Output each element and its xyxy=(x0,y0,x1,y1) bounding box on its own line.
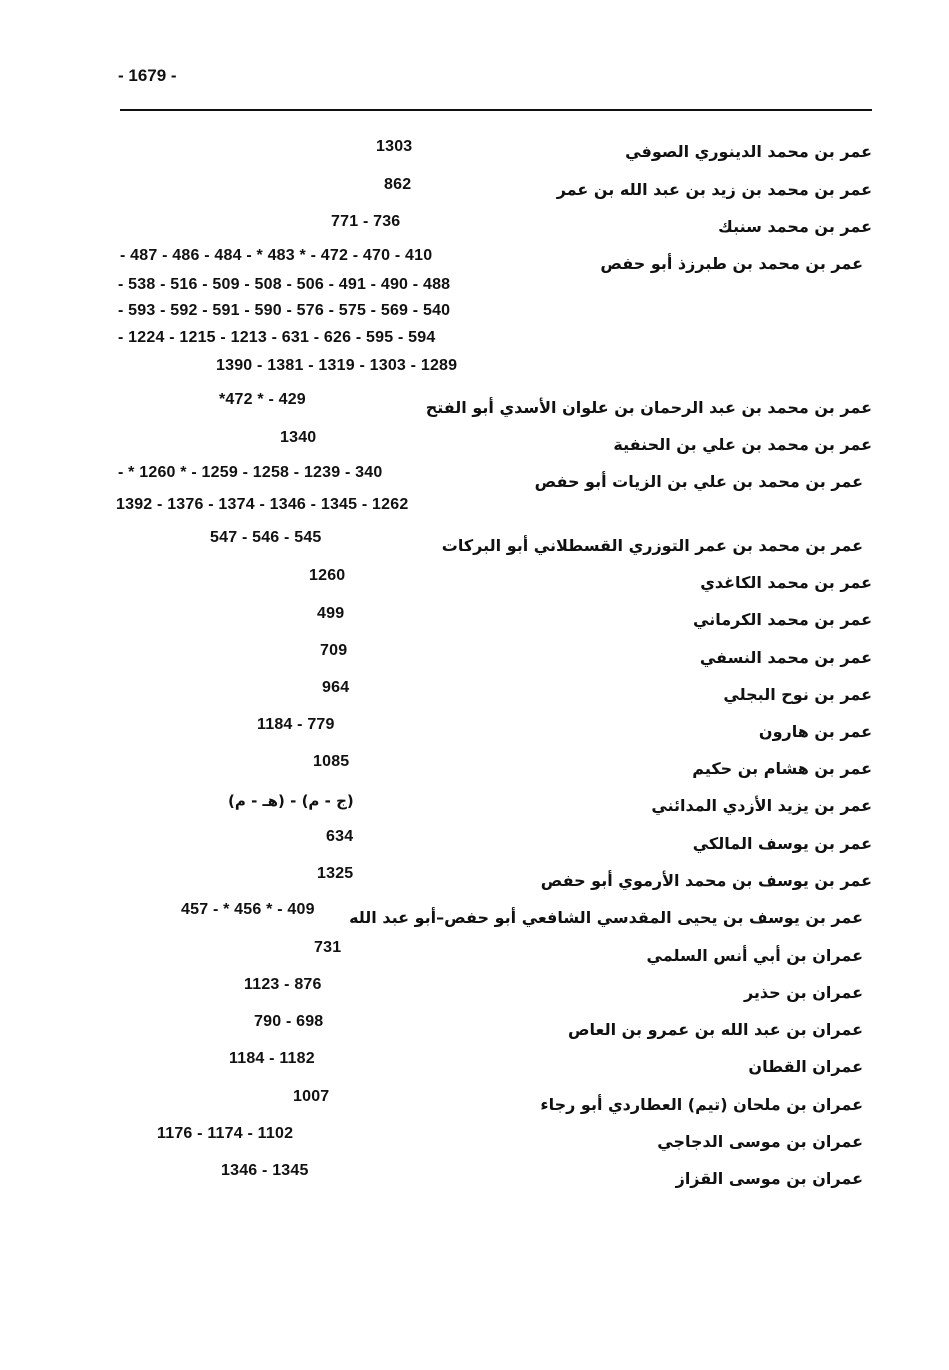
entry-refs: 1176 - 1174 - 1102 xyxy=(157,1125,294,1142)
entry-refs: 634 xyxy=(326,828,354,845)
entry-refs: 1260 xyxy=(309,567,346,584)
entry-refs: - 487 - 486 - 484 - * 483 * - 472 - 470 - 410 xyxy=(120,247,433,264)
entry-refs: 1346 - 1345 xyxy=(221,1162,309,1179)
entry-name: عمران بن موسى الدجاجي xyxy=(657,1132,863,1151)
entry-refs: 709 xyxy=(320,642,348,659)
entry-name: عمر بن محمد الكرماني xyxy=(693,610,872,629)
entry-name: عمر بن محمد الكاغدي xyxy=(700,573,872,592)
entry-refs: *472 * - 429 xyxy=(219,391,306,408)
entry-refs: 771 - 736 xyxy=(331,213,401,230)
entry-refs: - 593 - 592 - 591 - 590 - 576 - 575 - 569 - 540 xyxy=(118,302,451,319)
entry-refs: 964 xyxy=(322,679,350,696)
entry-refs: 1390 - 1381 - 1319 - 1303 - 1289 xyxy=(216,357,458,374)
entry-refs: 457 - * 456 * - 409 xyxy=(181,901,315,918)
entry-name: عمر بن محمد الدينوري الصوفي xyxy=(625,142,872,161)
entry-refs: (ج - م) - (هـ - م) xyxy=(228,792,354,810)
entry-name: عمر بن محمد سنبك xyxy=(718,217,872,236)
entry-name: عمران بن أبي أنس السلمي xyxy=(646,946,863,965)
entry-refs: - * 1260 * - 1259 - 1258 - 1239 - 340 xyxy=(118,464,383,481)
entry-name: عمر بن محمد بن عمر التوزري القسطلاني أبو البركات xyxy=(441,536,863,555)
entry-name: عمر بن يزيد الأزدي المدائني xyxy=(651,796,872,815)
entry-name: عمران القطان xyxy=(748,1057,863,1076)
entry-refs: - 1224 - 1215 - 1213 - 631 - 626 - 595 - 594 xyxy=(118,329,436,346)
header-rule xyxy=(120,109,872,111)
entry-name: عمر بن يوسف بن يحيى المقدسي الشافعي أبو حفص–أبو عبد الله xyxy=(349,908,863,927)
entry-name: عمران بن ملحان (تيم) العطاردي أبو رجاء xyxy=(540,1095,863,1114)
entry-name: عمر بن هشام بن حكيم xyxy=(692,759,872,778)
entry-refs: 1184 - 1182 xyxy=(229,1050,315,1067)
entry-name: عمر بن محمد بن زيد بن عبد الله بن عمر xyxy=(556,180,872,199)
entry-refs: 1007 xyxy=(293,1088,330,1105)
entry-refs: 1340 xyxy=(280,429,317,446)
page-number: - 1679 - xyxy=(118,66,177,85)
entry-name: عمران بن عبد الله بن عمرو بن العاص xyxy=(568,1020,863,1039)
entry-name: عمر بن محمد بن علي بن الحنفية xyxy=(613,435,872,454)
entry-refs: 1085 xyxy=(313,753,350,770)
entry-name: عمر بن يوسف بن محمد الأرموي أبو حفص xyxy=(540,871,872,890)
entry-refs: - 538 - 516 - 509 - 508 - 506 - 491 - 490 - 488 xyxy=(118,276,451,293)
entry-name: عمران بن موسى القزاز xyxy=(675,1169,863,1188)
entry-refs: 1392 - 1376 - 1374 - 1346 - 1345 - 1262 xyxy=(116,496,409,513)
entry-refs: 862 xyxy=(384,176,412,193)
entry-name: عمر بن محمد النسفي xyxy=(699,648,872,667)
entry-refs: 1325 xyxy=(317,865,354,882)
entry-refs: 790 - 698 xyxy=(254,1013,324,1030)
entry-refs: 1123 - 876 xyxy=(244,976,322,993)
entry-refs: 1303 xyxy=(376,138,413,155)
entry-name: عمران بن حذير xyxy=(743,983,863,1002)
entry-name: عمر بن يوسف المالكي xyxy=(692,834,872,853)
entry-name: عمر بن محمد بن طبرزذ أبو حفص xyxy=(600,254,863,273)
entry-refs: 547 - 546 - 545 xyxy=(210,529,322,546)
entry-refs: 1184 - 779 xyxy=(257,716,335,733)
entry-refs: 499 xyxy=(317,605,345,622)
entry-name: عمر بن محمد بن علي بن الزيات أبو حفص xyxy=(534,472,863,491)
entry-name: عمر بن هارون xyxy=(758,722,872,741)
entry-name: عمر بن نوح البجلي xyxy=(723,685,872,704)
entry-refs: 731 xyxy=(314,939,342,956)
entry-name: عمر بن محمد بن عبد الرحمان بن علوان الأسدي أبو الفتح xyxy=(425,398,872,417)
